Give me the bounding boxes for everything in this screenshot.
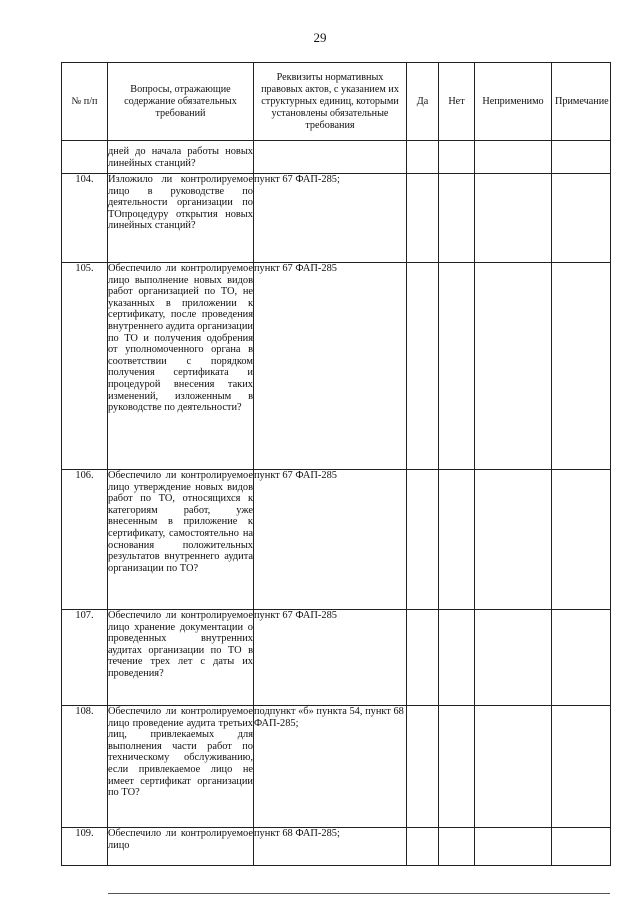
row-number: 104. xyxy=(62,174,108,263)
not-applicable-cell[interactable] xyxy=(475,141,552,174)
note-cell[interactable] xyxy=(552,263,611,470)
row-number: 109. xyxy=(62,828,108,866)
note-cell[interactable] xyxy=(552,706,611,828)
yes-cell[interactable] xyxy=(407,174,439,263)
no-cell[interactable] xyxy=(439,470,475,610)
row-number: 108. xyxy=(62,706,108,828)
yes-cell[interactable] xyxy=(407,470,439,610)
table-row xyxy=(62,470,611,610)
row-requisites: пункт 68 ФАП-285; xyxy=(254,828,407,866)
row-requisites: пункт 67 ФАП-285 xyxy=(254,263,407,470)
yes-cell[interactable] xyxy=(407,610,439,706)
table-row xyxy=(62,828,611,866)
table-row xyxy=(62,141,611,174)
table-row xyxy=(62,263,611,470)
note-cell[interactable] xyxy=(552,610,611,706)
not-applicable-cell[interactable] xyxy=(475,470,552,610)
row-number: 106. xyxy=(62,470,108,610)
no-cell[interactable] xyxy=(439,706,475,828)
not-applicable-cell[interactable] xyxy=(475,706,552,828)
row-question: Обеспечило ли контролируемое лицо хранение документации о проведенных внутренних аудитах организации по ТО в течение трех лет с даты их проведения? xyxy=(108,610,254,706)
table-row xyxy=(62,610,611,706)
row-number xyxy=(62,141,108,174)
no-cell[interactable] xyxy=(439,828,475,866)
yes-cell[interactable] xyxy=(407,706,439,828)
checklist-table xyxy=(61,62,611,866)
note-cell[interactable] xyxy=(552,470,611,610)
page-bottom-rule xyxy=(108,893,610,894)
row-number: 105. xyxy=(62,263,108,470)
row-requisites: пункт 67 ФАП-285; xyxy=(254,174,407,263)
row-requisites: подпункт «б» пункта 54, пункт 68 ФАП-285; xyxy=(254,706,407,828)
row-question: Обеспечило ли контролируемое лицо выполнение новых видов работ организацией по ТО, не указанных в приложении к сертификату, после проведения внутреннего аудита организации по ТО и получения одобрения от уполномоченного органа в соответствии с порядком получения сертификата и процедурой внесения таких изменений, изложенным в руководстве по деятельности? xyxy=(108,263,254,470)
row-question: Обеспечило ли контролируемое лицо утверждение новых видов работ по ТО, относящихся к категориям работ, уже внесенным в приложение к сертификату, самостоятельно на основания положительных результатов внутреннего аудита организации по ТО? xyxy=(108,470,254,610)
row-question: Изложило ли контролируемое лицо в руководстве по деятельности организации по ТОпроцедуру открытия новых линейных станций? xyxy=(108,174,254,263)
header-not-applicable: Неприменимо xyxy=(475,63,552,141)
no-cell[interactable] xyxy=(439,263,475,470)
yes-cell[interactable] xyxy=(407,828,439,866)
row-question: Обеспечило ли контролируемое лицо xyxy=(108,828,254,866)
not-applicable-cell[interactable] xyxy=(475,263,552,470)
no-cell[interactable] xyxy=(439,174,475,263)
no-cell[interactable] xyxy=(439,141,475,174)
table-row xyxy=(62,174,611,263)
not-applicable-cell[interactable] xyxy=(475,174,552,263)
not-applicable-cell[interactable] xyxy=(475,610,552,706)
row-requisites: пункт 67 ФАП-285 xyxy=(254,610,407,706)
note-cell[interactable] xyxy=(552,828,611,866)
header-question: Вопросы, отражающие содержание обязательных требований xyxy=(108,63,254,141)
table-row xyxy=(62,706,611,828)
row-number: 107. xyxy=(62,610,108,706)
yes-cell[interactable] xyxy=(407,141,439,174)
header-num: № п/п xyxy=(62,63,108,141)
row-requisites: пункт 67 ФАП-285 xyxy=(254,470,407,610)
yes-cell[interactable] xyxy=(407,263,439,470)
header-note: Примечание xyxy=(552,63,611,141)
row-requisites xyxy=(254,141,407,174)
header-no: Нет xyxy=(439,63,475,141)
row-question: Обеспечило ли контролируемое лицо проведение аудита третьих лиц, привлекаемых для выполнения части работ по техническому обслуживанию, если привлекаемое лицо не имеет сертификат организации по ТО? xyxy=(108,706,254,828)
not-applicable-cell[interactable] xyxy=(475,828,552,866)
header-yes: Да xyxy=(407,63,439,141)
row-question: дней до начала работы новых линейных станций? xyxy=(108,141,254,174)
no-cell[interactable] xyxy=(439,610,475,706)
note-cell[interactable] xyxy=(552,174,611,263)
note-cell[interactable] xyxy=(552,141,611,174)
header-row xyxy=(62,63,611,141)
header-requisites: Реквизиты нормативных правовых актов, с указанием их структурных единиц, которыми установлены обязательные требования xyxy=(254,63,407,141)
page-number: 29 xyxy=(313,30,327,45)
